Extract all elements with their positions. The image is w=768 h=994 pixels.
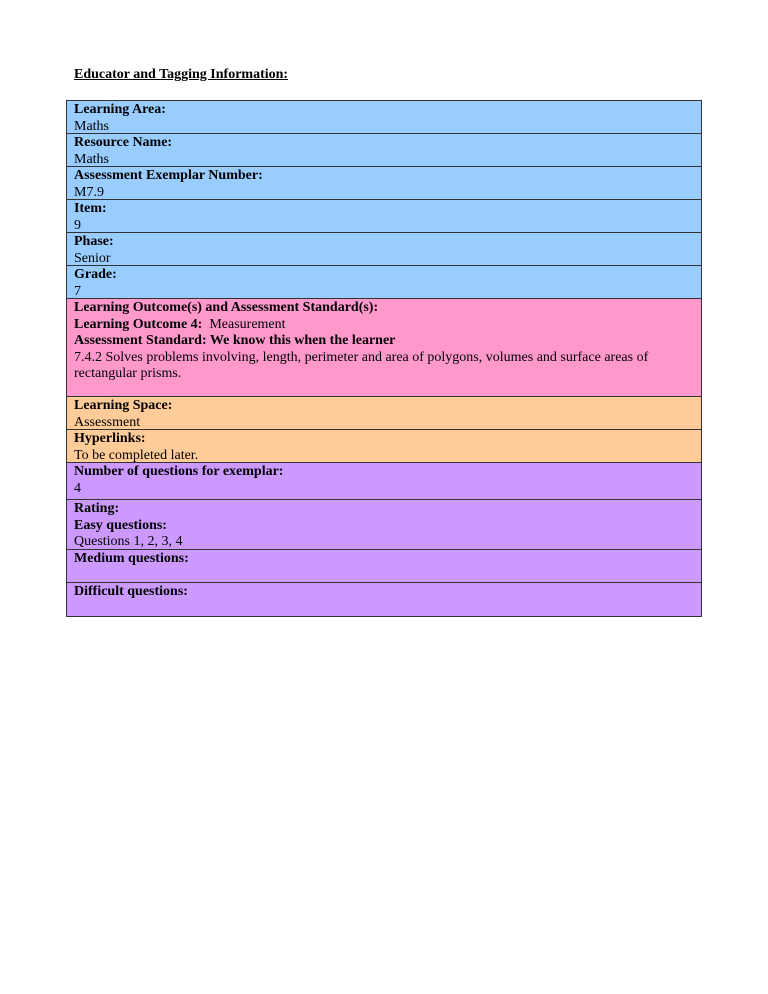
item-label: Item: (74, 201, 107, 216)
learning-outcome-line (74, 317, 694, 334)
easy-questions-value: Questions 1, 2, 3, 4 (74, 534, 183, 549)
resource-name-cell (67, 134, 701, 167)
learning-outcomes-label: Learning Outcome(s) and Assessment Standard(s): (74, 300, 379, 315)
grade-value: 7 (74, 283, 81, 299)
easy-questions-label: Easy questions: (74, 517, 167, 533)
assessment-standard-label: Assessment Standard: We know this when the learner (74, 333, 396, 348)
resource-name-label: Resource Name: (74, 135, 173, 150)
learning-area-cell (67, 101, 701, 134)
grade-label: Grade: (74, 267, 117, 282)
difficult-questions-label: Difficult questions: (74, 584, 188, 599)
learning-outcome-value: Measurement (209, 316, 286, 332)
tagging-table (66, 100, 702, 617)
document-heading: Educator and Tagging Information: (74, 67, 289, 82)
grade-cell (67, 266, 701, 299)
learning-outcome-label: Learning Outcome 4: (74, 316, 203, 332)
resource-name-value: Maths (74, 151, 109, 167)
item-cell (67, 200, 701, 233)
question-count-label: Number of questions for exemplar: (74, 464, 284, 479)
rating-cell (67, 500, 701, 550)
item-value: 9 (74, 217, 81, 233)
learning-outcomes-cell (67, 299, 701, 397)
assessment-standard-text: 7.4.2 Solves problems involving, length, perimeter and area of polygons, volumes and surface areas of rectangular prisms. (74, 349, 649, 381)
difficult-questions-cell (67, 583, 701, 616)
phase-label: Phase: (74, 234, 114, 249)
medium-questions-cell (67, 550, 701, 583)
learning-area-value: Maths (74, 118, 109, 134)
phase-value: Senior (74, 250, 111, 266)
learning-space-value: Assessment (74, 414, 141, 430)
hyperlinks-value: To be completed later. (74, 447, 199, 463)
hyperlinks-label: Hyperlinks: (74, 431, 146, 446)
learning-area-label: Learning Area: (74, 102, 166, 117)
exemplar-number-cell (67, 167, 701, 200)
question-count-value: 4 (74, 480, 81, 496)
exemplar-number-value: M7.9 (74, 184, 104, 200)
question-count-cell (67, 463, 701, 500)
exemplar-number-label: Assessment Exemplar Number: (74, 168, 263, 183)
medium-questions-label: Medium questions: (74, 551, 189, 566)
learning-space-cell (67, 397, 701, 430)
rating-label: Rating: (74, 501, 120, 516)
hyperlinks-cell (67, 430, 701, 463)
learning-space-label: Learning Space: (74, 398, 173, 413)
phase-cell (67, 233, 701, 266)
